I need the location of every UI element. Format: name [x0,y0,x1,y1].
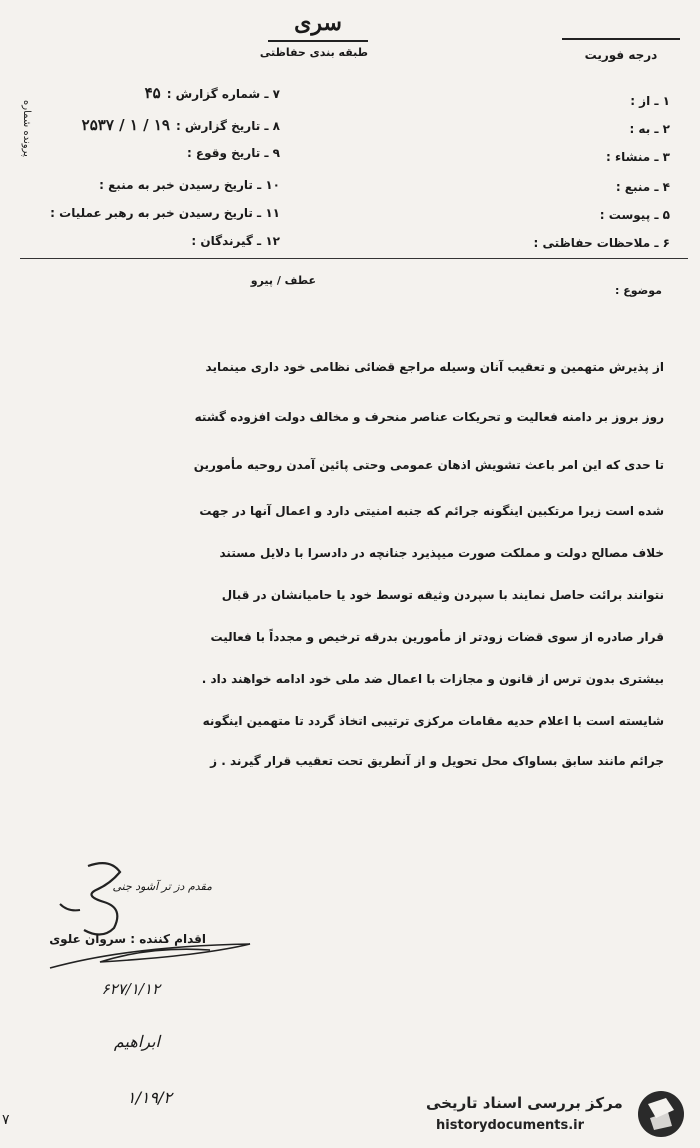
body-line: قرار صادره از سوی قضات زودتر از مأمورین بدرقه ترخیص و مجدداً با فعالیت [210,630,664,644]
signature-date: ۶۲۷/۱/۱۲ [101,980,160,998]
subject-value: عطف / پیرو [250,274,316,287]
body-line: شایسته است با اعلام حدیه مقامات مرکزی ترتیبی اتخاذ گردد تا متهمین اینگونه [202,714,664,728]
field-label: ۷ ـ شماره گزارش : [166,87,280,101]
field-label: ۹ ـ تاریخ وقوع : [186,146,280,160]
field-label: ۱۱ ـ تاریخ رسیدن خبر به رهبر عملیات : [50,206,280,220]
field-security-notes: ۶ ـ ملاحظات حفاظتی : [533,236,670,250]
field-label: ۱۲ ـ گیرندگان : [191,234,280,248]
corner-mark: ۷ [2,1112,10,1128]
prepared-by: اقدام کننده : سروان علوی [49,932,206,946]
field-occurrence-date [187,146,280,160]
handwritten-note: مقدم دز تر آشود جنی [112,880,212,893]
body-line: خلاف مصالح دولت و مملکت صورت میپذیرد جنانچه در دادسرا با دلایل مستند [219,546,664,560]
subject-label: موضوع : [615,284,662,297]
watermark-name: مرکز بررسی اسناد تاریخی [426,1094,623,1112]
body-line: بیشتری بدون ترس از قانون و مجازات با اعمال ضد ملی خود ادامه خواهند داد . [201,672,664,686]
field-label: ۱۰ ـ تاریخ رسیدن خبر به منبع : [99,178,280,192]
archive-logo-icon [636,1088,686,1140]
side-file-note: پرونده شماره [21,100,32,157]
urgency-overline [562,38,680,40]
handwritten-annotation: ابراهیم [113,1032,160,1051]
report-number-value: ۴۵ [144,84,161,102]
field-label: ۸ ـ تاریخ گزارش : [175,119,280,133]
header-divider [20,258,688,259]
body-line: نتوانند برائت حاصل نمایند با سپردن وثیقه توسط خود یا حامیانشان در قبال [221,588,664,602]
classification-underline [268,40,368,42]
field-report-number [145,84,280,102]
field-from: ۱ ـ از : [630,94,670,108]
handwritten-date: ۱/۱۹/۲ [126,1088,172,1107]
field-attachment: ۵ ـ پیوست : [599,208,670,222]
classification-stamp: سری [294,10,342,36]
field-origin: ۳ ـ منشاء : [606,150,670,164]
classification-subtitle: طبقه بندی حفاظتی [259,46,368,59]
signature-scribble [40,850,270,980]
field-recipients [191,234,280,248]
field-source: ۴ ـ منبع : [615,180,670,194]
report-date-value: ۱۹ / ۱ / ۲۵۳۷ [81,116,170,134]
field-report-date [82,116,280,134]
body-line: جرائم مانند سابق بساواک محل تحویل و از آنطریق تحت تعقیب قرار گیرند . ز [210,754,664,768]
body-line: تا حدی که این امر باعث تشویش اذهان عمومی وحتی پائین آمدن روحیه مأمورین [193,458,664,472]
field-news-to-source-date [99,178,280,192]
field-to: ۲ ـ به : [629,122,670,136]
body-line: روز بروز بر دامنه فعالیت و تحریکات عناصر منحرف و مخالف دولت افزوده گشته [194,410,664,424]
watermark-url: historydocuments.ir [436,1118,585,1133]
urgency-label: درجه فوریت [584,48,658,62]
body-line: از پذیرش متهمین و تعقیب آنان وسیله مراجع قضائی نظامی خود داری مینماید [205,360,664,374]
body-line: شده است زیرا مرتکبین اینگونه جرائم که جنبه امنیتی دارد و اعمال آنها در جهت [199,504,664,518]
field-news-to-operations-date [50,206,280,220]
